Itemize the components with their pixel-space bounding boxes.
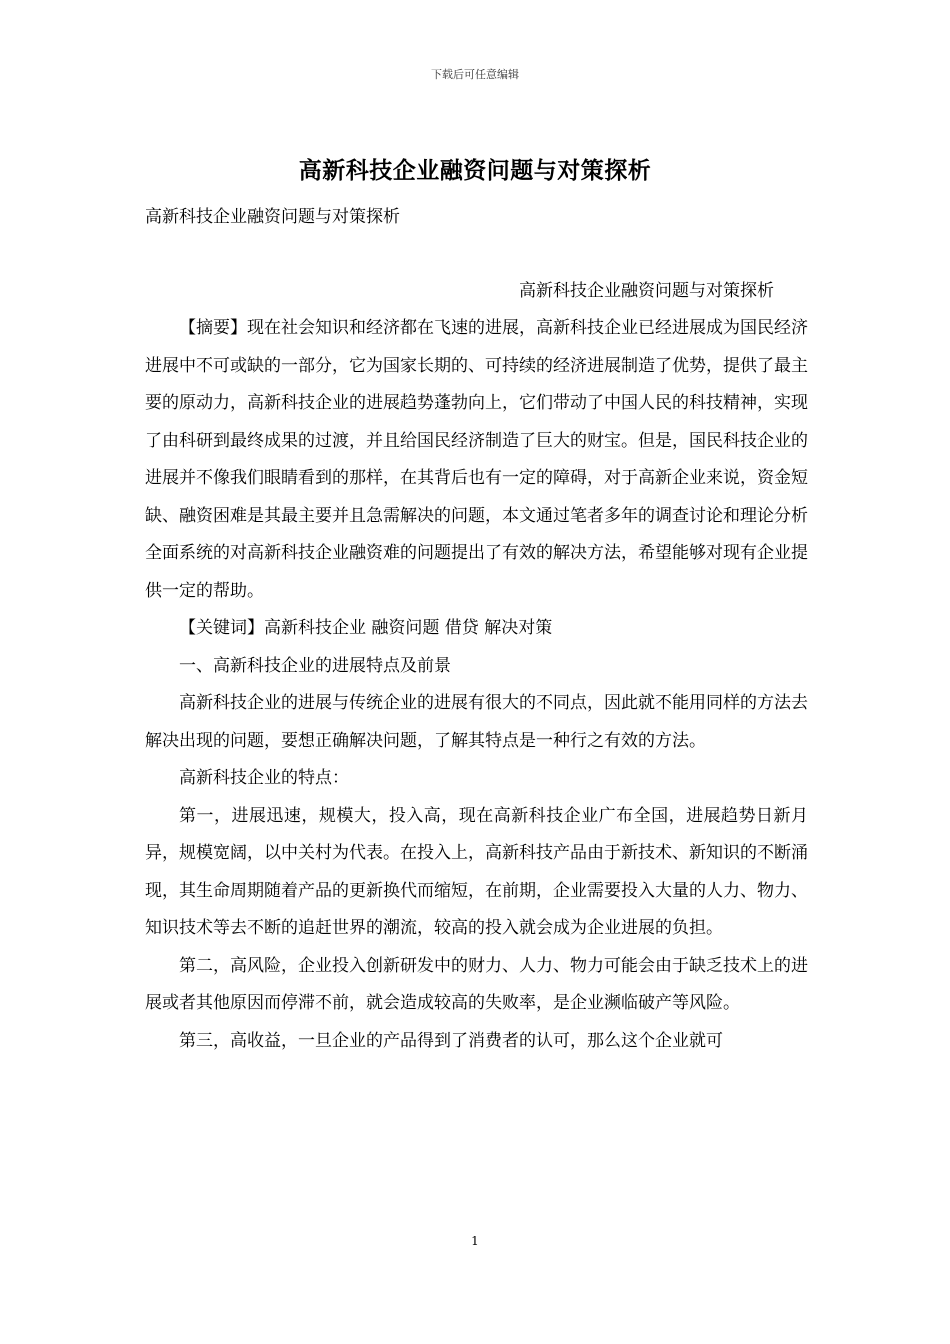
- document-body: [145, 310, 808, 1060]
- page-number: 1: [471, 1234, 479, 1248]
- body-paragraph: 第一，进展迅速，规模大，投入高，现在高新科技企业广布全国，进展趋势日新月异，规模宽阔，以中关村为代表。在投入上，高新科技产品由于新技术、新知识的不断涌现，其生命周期随着产品的更新换代而缩短，在前期，企业需要投入大量的人力、物力、知识技术等去不断的追赶世界的潮流，较高的投入就会成为企业进展的负担。: [145, 805, 808, 938]
- body-paragraph: 高新科技企业的特点：: [179, 768, 349, 788]
- document-title: 高新科技企业融资问题与对策探析: [298, 157, 652, 184]
- body-paragraph: 第三，高收益，一旦企业的产品得到了消费者的认可，那么这个企业就可: [179, 1030, 723, 1051]
- section-heading: 一、高新科技企业的进展特点及前景: [179, 655, 451, 676]
- body-paragraph: 第二，高风险，企业投入创新研发中的财力、人力、物力可能会由于缺乏技术上的进展或者其他原因而停滞不前，就会造成较高的失败率，是企业濒临破产等风险。: [145, 955, 808, 1013]
- abstract-paragraph: 【摘要】现在社会知识和经济都在飞速的进展，高新科技企业已经进展成为国民经济进展中不可或缺的一部分，它为国家长期的、可持续的经济进展制造了优势，提供了最主要的原动力，高新科技企业的进展趋势蓬勃向上，它们带动了中国人民的科技精神，实现了由科研到最终成果的过渡，并且给国民经济制造了巨大的财宝。但是，国民科技企业的进展并不像我们眼睛看到的那样，在其背后也有一定的障碍，对于高新企业来说，资金短缺、融资困难是其最主要并且急需解决的问题，本文通过笔者多年的调查讨论和理论分析全面系统的对高新科技企业融资难的问题提出了有效的解决方法，希望能够对现有企业提供一定的帮助。: [145, 318, 808, 601]
- right-aligned-title: 高新科技企业融资问题与对策探析: [519, 281, 774, 301]
- keywords-paragraph: 【关键词】高新科技企业 融资问题 借贷 解决对策: [179, 618, 553, 638]
- document-subtitle: 高新科技企业融资问题与对策探析: [145, 207, 400, 227]
- body-paragraph: 高新科技企业的进展与传统企业的进展有很大的不同点，因此就不能用同样的方法去解决出现的问题，要想正确解决问题，了解其特点是一种行之有效的方法。: [145, 693, 808, 751]
- page-header-note: 下载后可任意编辑: [431, 68, 519, 81]
